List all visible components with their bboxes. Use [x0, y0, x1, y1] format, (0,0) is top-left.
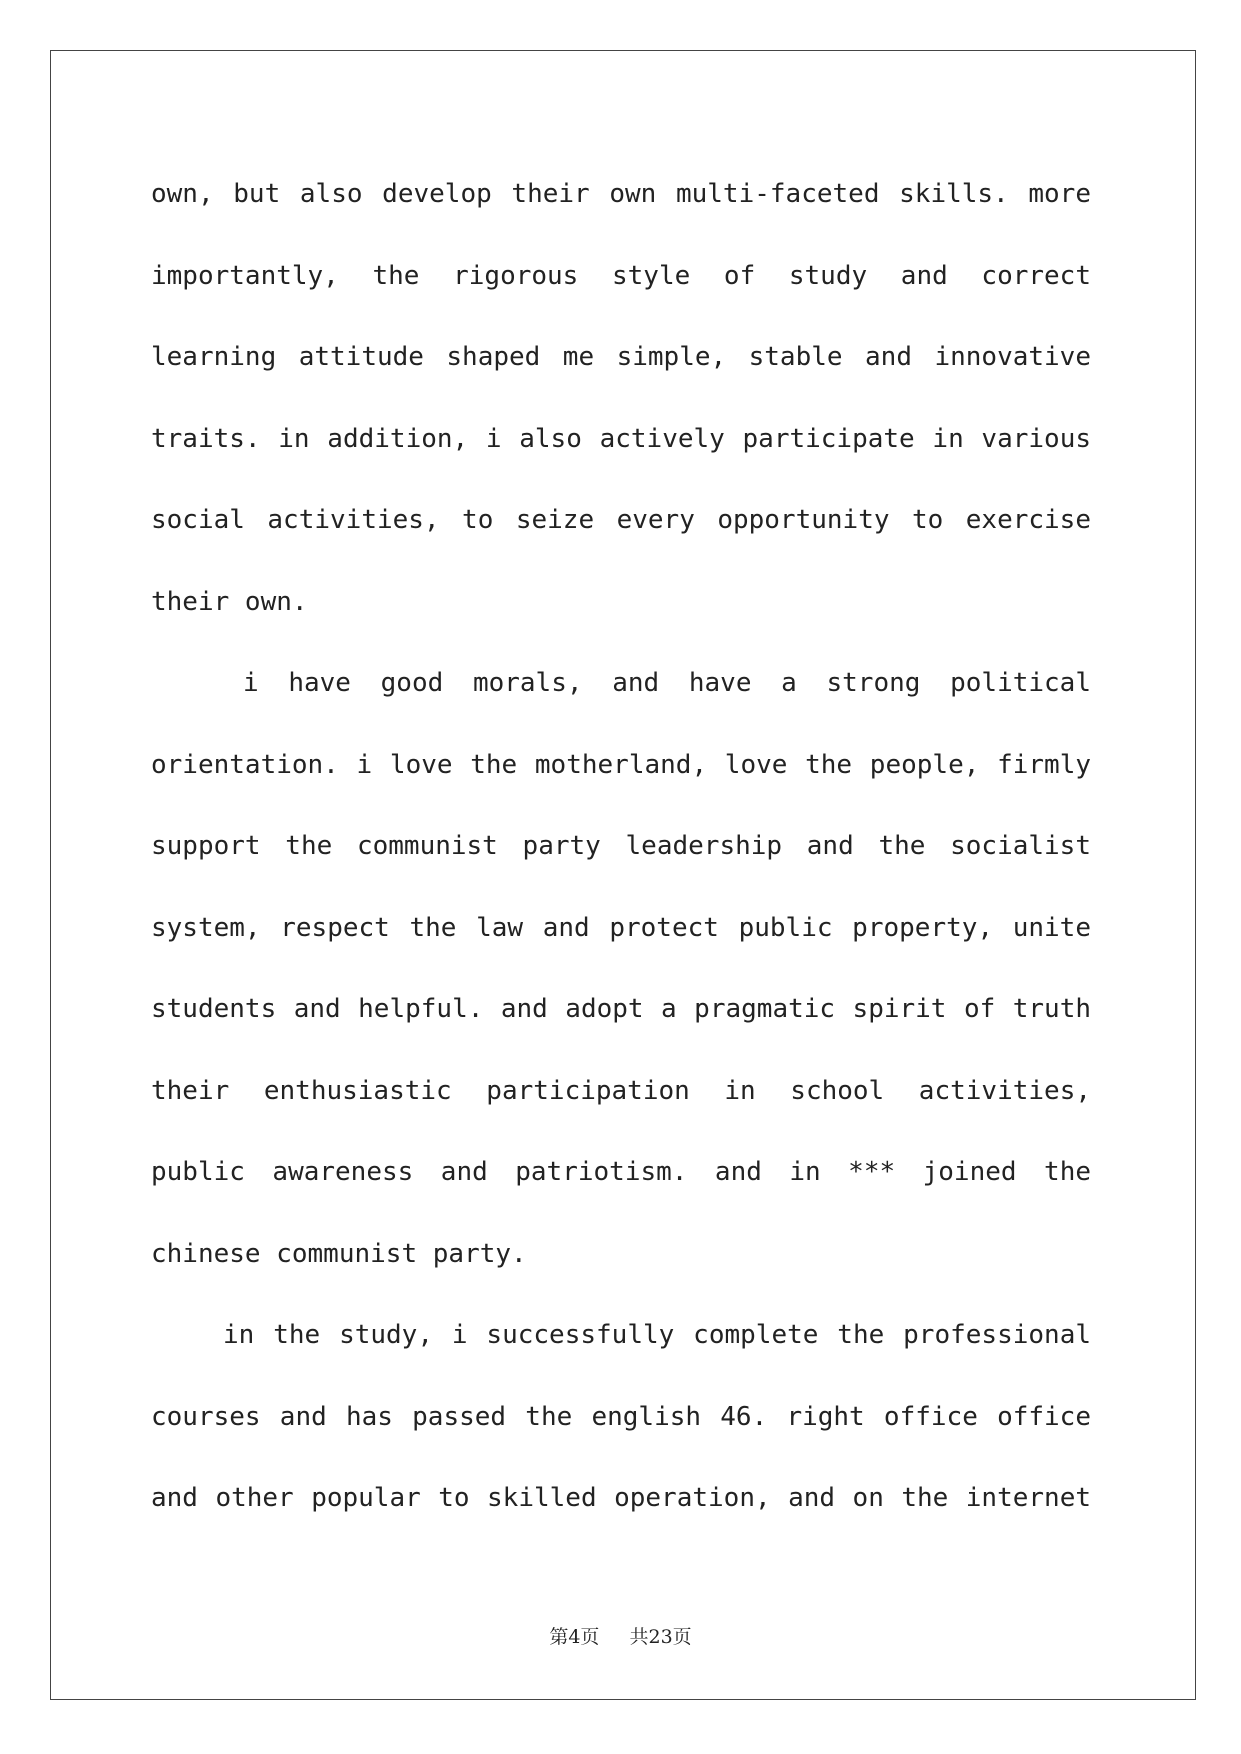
text-line: own, but also develop their own multi-faceted skills. more: [151, 179, 1091, 209]
text-line: social activities, to seize every opportunity to exercise: [151, 505, 1091, 535]
text-line: chinese communist party.: [151, 1238, 527, 1269]
text-line: support the communist party leadership and the socialist: [151, 831, 1091, 861]
text-line: system, respect the law and protect public property, unite: [151, 912, 1091, 943]
document-body: [151, 154, 1091, 1540]
text-line: public awareness and patriotism. and in *** joined the: [151, 1157, 1091, 1187]
text-line: learning attitude shaped me simple, stable and innovative: [151, 342, 1091, 372]
text-line: in the study, i successfully complete the professional: [223, 1320, 1091, 1350]
text-line: their own.: [151, 586, 308, 617]
text-line: and other popular to skilled operation, and on the internet: [151, 1483, 1091, 1513]
text-line: students and helpful. and adopt a pragmatic spirit of truth: [151, 994, 1091, 1024]
text-line: orientation. i love the motherland, love the people, firmly: [151, 749, 1091, 780]
page-footer: [0, 1622, 1241, 1649]
text-line: i have good morals, and have a strong political: [243, 668, 1091, 698]
text-line: importantly, the rigorous style of study and correct: [151, 260, 1091, 291]
text-line: courses and has passed the english 46. right office office: [151, 1401, 1091, 1432]
text-line: their enthusiastic participation in school activities,: [151, 1075, 1091, 1106]
text-line: traits. in addition, i also actively participate in various: [151, 423, 1091, 454]
page-total: 共23页: [629, 1626, 692, 1648]
page-number: 第4页: [549, 1626, 600, 1648]
